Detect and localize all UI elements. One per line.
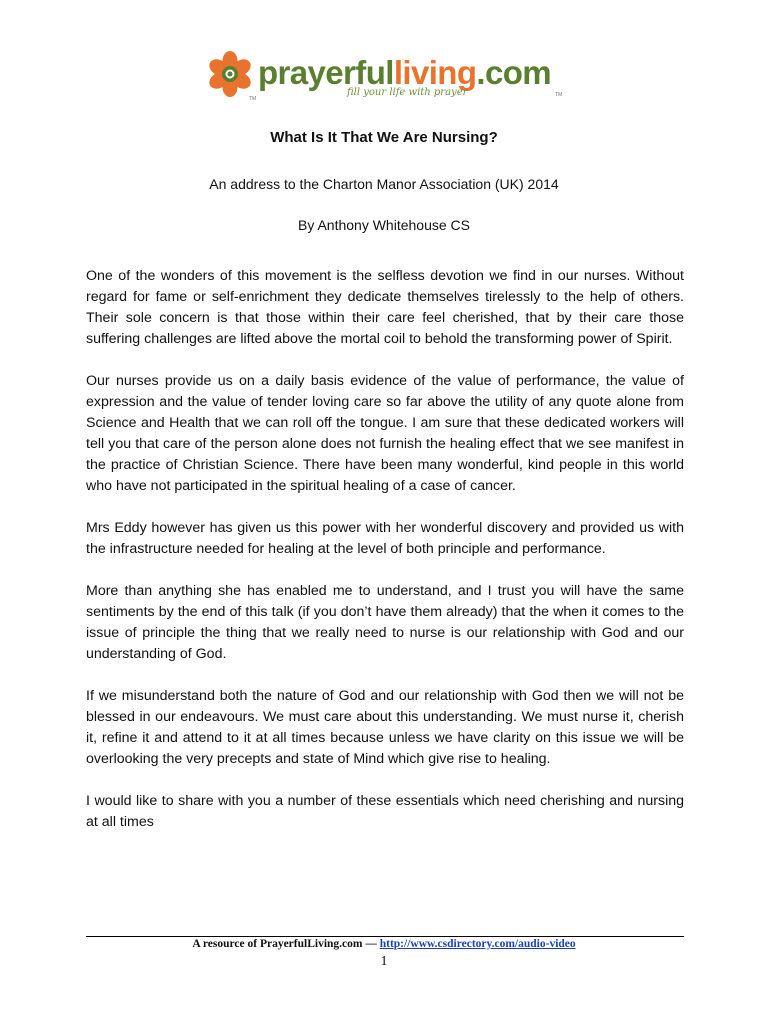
body-paragraph: I would like to share with you a number of these essentials which need cherishing and nursing at all times <box>86 793 684 830</box>
document-title: What Is It That We Are Nursing? <box>270 129 498 146</box>
document-body <box>86 266 684 854</box>
brand-part-living: living <box>393 54 477 91</box>
footer-divider <box>86 936 684 937</box>
brand-part-dotcom: .com <box>476 54 552 91</box>
flower-logo-icon <box>205 50 257 102</box>
footer-link[interactable]: http://www.csdirectory.com/audio-video <box>379 938 576 950</box>
brand-tagline: fill your life with prayer <box>347 87 468 98</box>
brand-part-prayerful: prayerful <box>258 54 394 91</box>
document-subtitle: An address to the Charton Manor Association (UK) 2014 <box>209 176 559 192</box>
body-paragraph: Mrs Eddy however has given us this power with her wonderful discovery and provided us with the infrastructure needed for healing at the level of both principle and performance. <box>86 520 684 557</box>
page-number: 1 <box>380 954 388 969</box>
footer <box>0 938 768 950</box>
body-paragraph: If we misunderstand both the nature of God and our relationship with God then we will not be blessed in our endeavours. We must care about this understanding. We must nurse it, cherish it, refine it and attend to it at all times because unless we have clarity on this issue we will be overlooking the very precepts and state of Mind which give rise to healing. <box>86 688 684 767</box>
footer-text: A resource of PrayerfulLiving.com — <box>192 938 377 950</box>
body-paragraph: One of the wonders of this movement is the selfless devotion we find in our nurses. Without regard for fame or self-enrichment they dedicate themselves tirelessly to the help of others. Their sole concern is that those within their care feel cherished, that by their care those suffering challenges are lifted above the mortal coil to behold the transforming power of Spirit. <box>86 268 684 347</box>
trademark-mark: TM <box>249 96 257 102</box>
trademark-mark: TM <box>555 92 563 98</box>
body-paragraph: More than anything she has enabled me to understand, and I trust you will have the same sentiments by the end of this talk (if you don’t have them already) that the when it comes to the issue of principle the thing that we really need to nurse is our relationship with God and our understanding of God. <box>86 583 684 662</box>
document-author: By Anthony Whitehouse CS <box>298 217 470 233</box>
prayerful-living-logo <box>205 50 565 106</box>
body-paragraph: Our nurses provide us on a daily basis evidence of the value of performance, the value of expression and the value of tender loving care so far above the utility of any quote alone from Science and Health that we can roll off the tongue. I am sure that these dedicated workers will tell you that care of the person alone does not furnish the healing effect that we see manifest in the practice of Christian Science. There have been many wonderful, kind people in this world who have not participated in the spiritual healing of a case of cancer. <box>86 373 684 494</box>
